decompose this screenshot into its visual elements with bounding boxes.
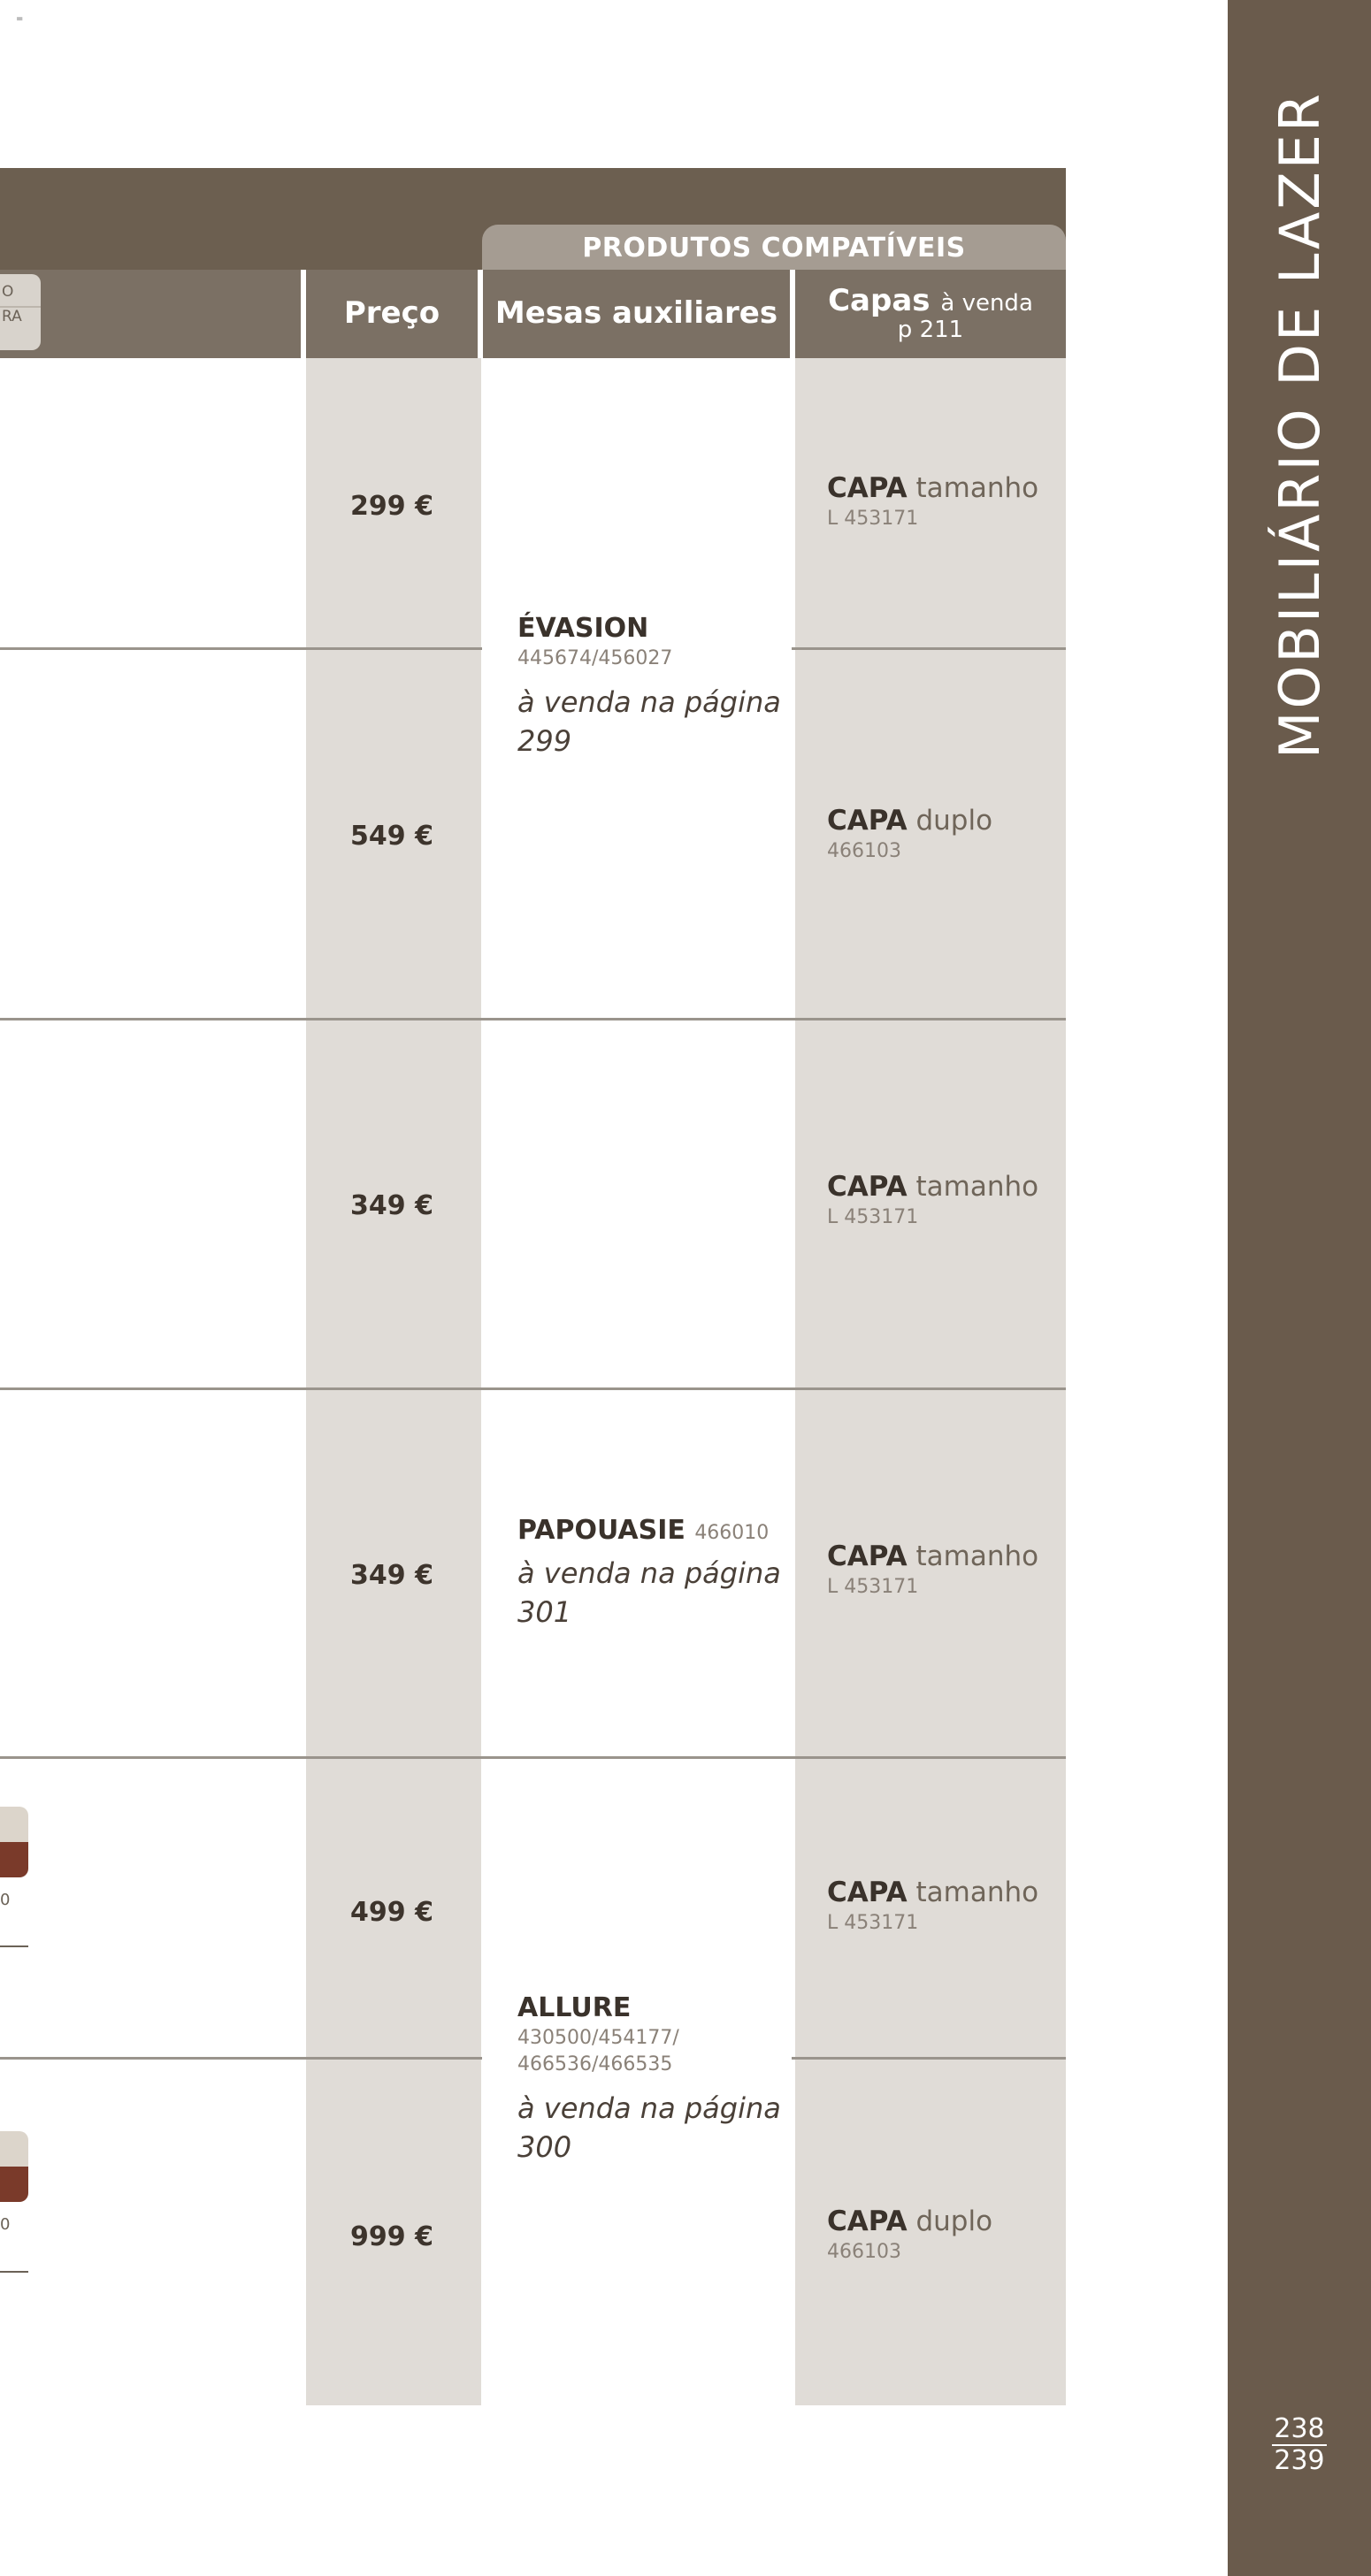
section-title [1228, 0, 1371, 849]
mesa-note [517, 2089, 783, 2167]
row-divider [792, 647, 1066, 650]
mesa-evasion [517, 612, 783, 761]
compatible-products-tab: PRODUTOS COMPATÍVEIS [482, 225, 1066, 271]
capa-size: tamanho [915, 1877, 1039, 1908]
price-value: 999 € [350, 2221, 433, 2252]
swatch-underline [0, 2271, 28, 2273]
color-swatch [0, 1807, 28, 1877]
capa-size: tamanho [915, 1540, 1039, 1572]
mesa-note [517, 1554, 783, 1632]
row-divider [0, 1387, 1066, 1390]
row-divider [0, 2057, 482, 2060]
capas-header-page: p 211 [897, 317, 964, 344]
mesa-note-page: 300 [517, 2130, 572, 2164]
legend-line-2: RA [2, 308, 22, 325]
mesa-name: ALLURE [517, 1992, 632, 2023]
capa-ref: L 453171 [827, 1912, 919, 1934]
mesa-allure [517, 1991, 783, 2167]
row-divider [0, 1756, 1066, 1759]
capas-header-title: Capas [828, 283, 931, 318]
capa-label: CAPA [827, 2205, 908, 2237]
column-header-capas [795, 270, 1066, 358]
row-divider [0, 1018, 1066, 1020]
color-swatch [0, 2131, 28, 2202]
swatch-label: 0 [0, 1891, 11, 1909]
capas-column [792, 358, 1066, 2405]
page-number-right: 239 [1274, 2445, 1325, 2476]
price-column [303, 358, 481, 2405]
legend-swatch [0, 274, 41, 350]
page-numbers [1228, 2414, 1371, 2476]
capa-ref: L 453171 [827, 1206, 919, 1228]
mesa-name: ÉVASION [517, 613, 649, 644]
mesa-note-page: 301 [517, 1595, 572, 1629]
row-divider [0, 647, 482, 650]
mesa-code: 466010 [694, 1522, 770, 1544]
capa-size: tamanho [915, 472, 1039, 504]
mesa-papouasie [517, 1514, 783, 1632]
mesa-note-line: à venda na página [517, 685, 781, 719]
mesa-codes: 445674/456027 [517, 647, 673, 669]
capa-label: CAPA [827, 1540, 908, 1572]
mesa-name: PAPOUASIE [517, 1515, 686, 1546]
mesa-codes: 466536/466535 [517, 2053, 673, 2075]
mesa-note-page: 299 [517, 724, 572, 758]
section-title-text: MOBILIÁRIO DE LAZER [1267, 90, 1332, 759]
capas-header-line [828, 285, 1033, 317]
page-marker: = [16, 14, 24, 24]
price-value: 299 € [350, 491, 433, 522]
row-divider [792, 2057, 1066, 2060]
capa-size: duplo [915, 805, 993, 837]
capa-label: CAPA [827, 1877, 908, 1908]
price-value: 549 € [350, 821, 433, 852]
swatch-underline [0, 1945, 28, 1947]
capa-cell [827, 1169, 1057, 1231]
column-header-mesas: Mesas auxiliares [494, 295, 778, 332]
capa-cell [827, 803, 1057, 865]
capa-cell [827, 1875, 1057, 1937]
capa-cell [827, 1539, 1057, 1601]
column-header-price: Preço [343, 295, 440, 332]
column-gap [790, 358, 795, 2405]
mesa-name-line [517, 1514, 783, 1550]
page-number-left: 238 [1274, 2413, 1325, 2444]
mesa-note-line: à venda na página [517, 1556, 781, 1590]
capas-header-note: à venda [940, 290, 1033, 317]
capa-cell [827, 2204, 1057, 2266]
mesa-note [517, 683, 783, 761]
capa-size: tamanho [915, 1171, 1039, 1203]
column-gap [301, 358, 306, 2405]
price-value: 349 € [350, 1560, 433, 1591]
price-value: 499 € [350, 1897, 433, 1928]
capa-ref: 466103 [827, 2241, 901, 2263]
capa-cell [827, 470, 1057, 532]
swatch-label: 0 [0, 2215, 11, 2234]
mesa-note-line: à venda na página [517, 2091, 781, 2125]
price-value: 349 € [350, 1190, 433, 1221]
capa-size: duplo [915, 2205, 993, 2237]
capa-ref: L 453171 [827, 508, 919, 530]
capa-ref: 466103 [827, 840, 901, 862]
capa-label: CAPA [827, 472, 908, 504]
legend-line-1: O [0, 283, 41, 308]
capa-label: CAPA [827, 1171, 908, 1203]
mesa-codes: 430500/454177/ [517, 2027, 679, 2049]
capa-label: CAPA [827, 805, 908, 837]
capa-ref: L 453171 [827, 1576, 919, 1598]
